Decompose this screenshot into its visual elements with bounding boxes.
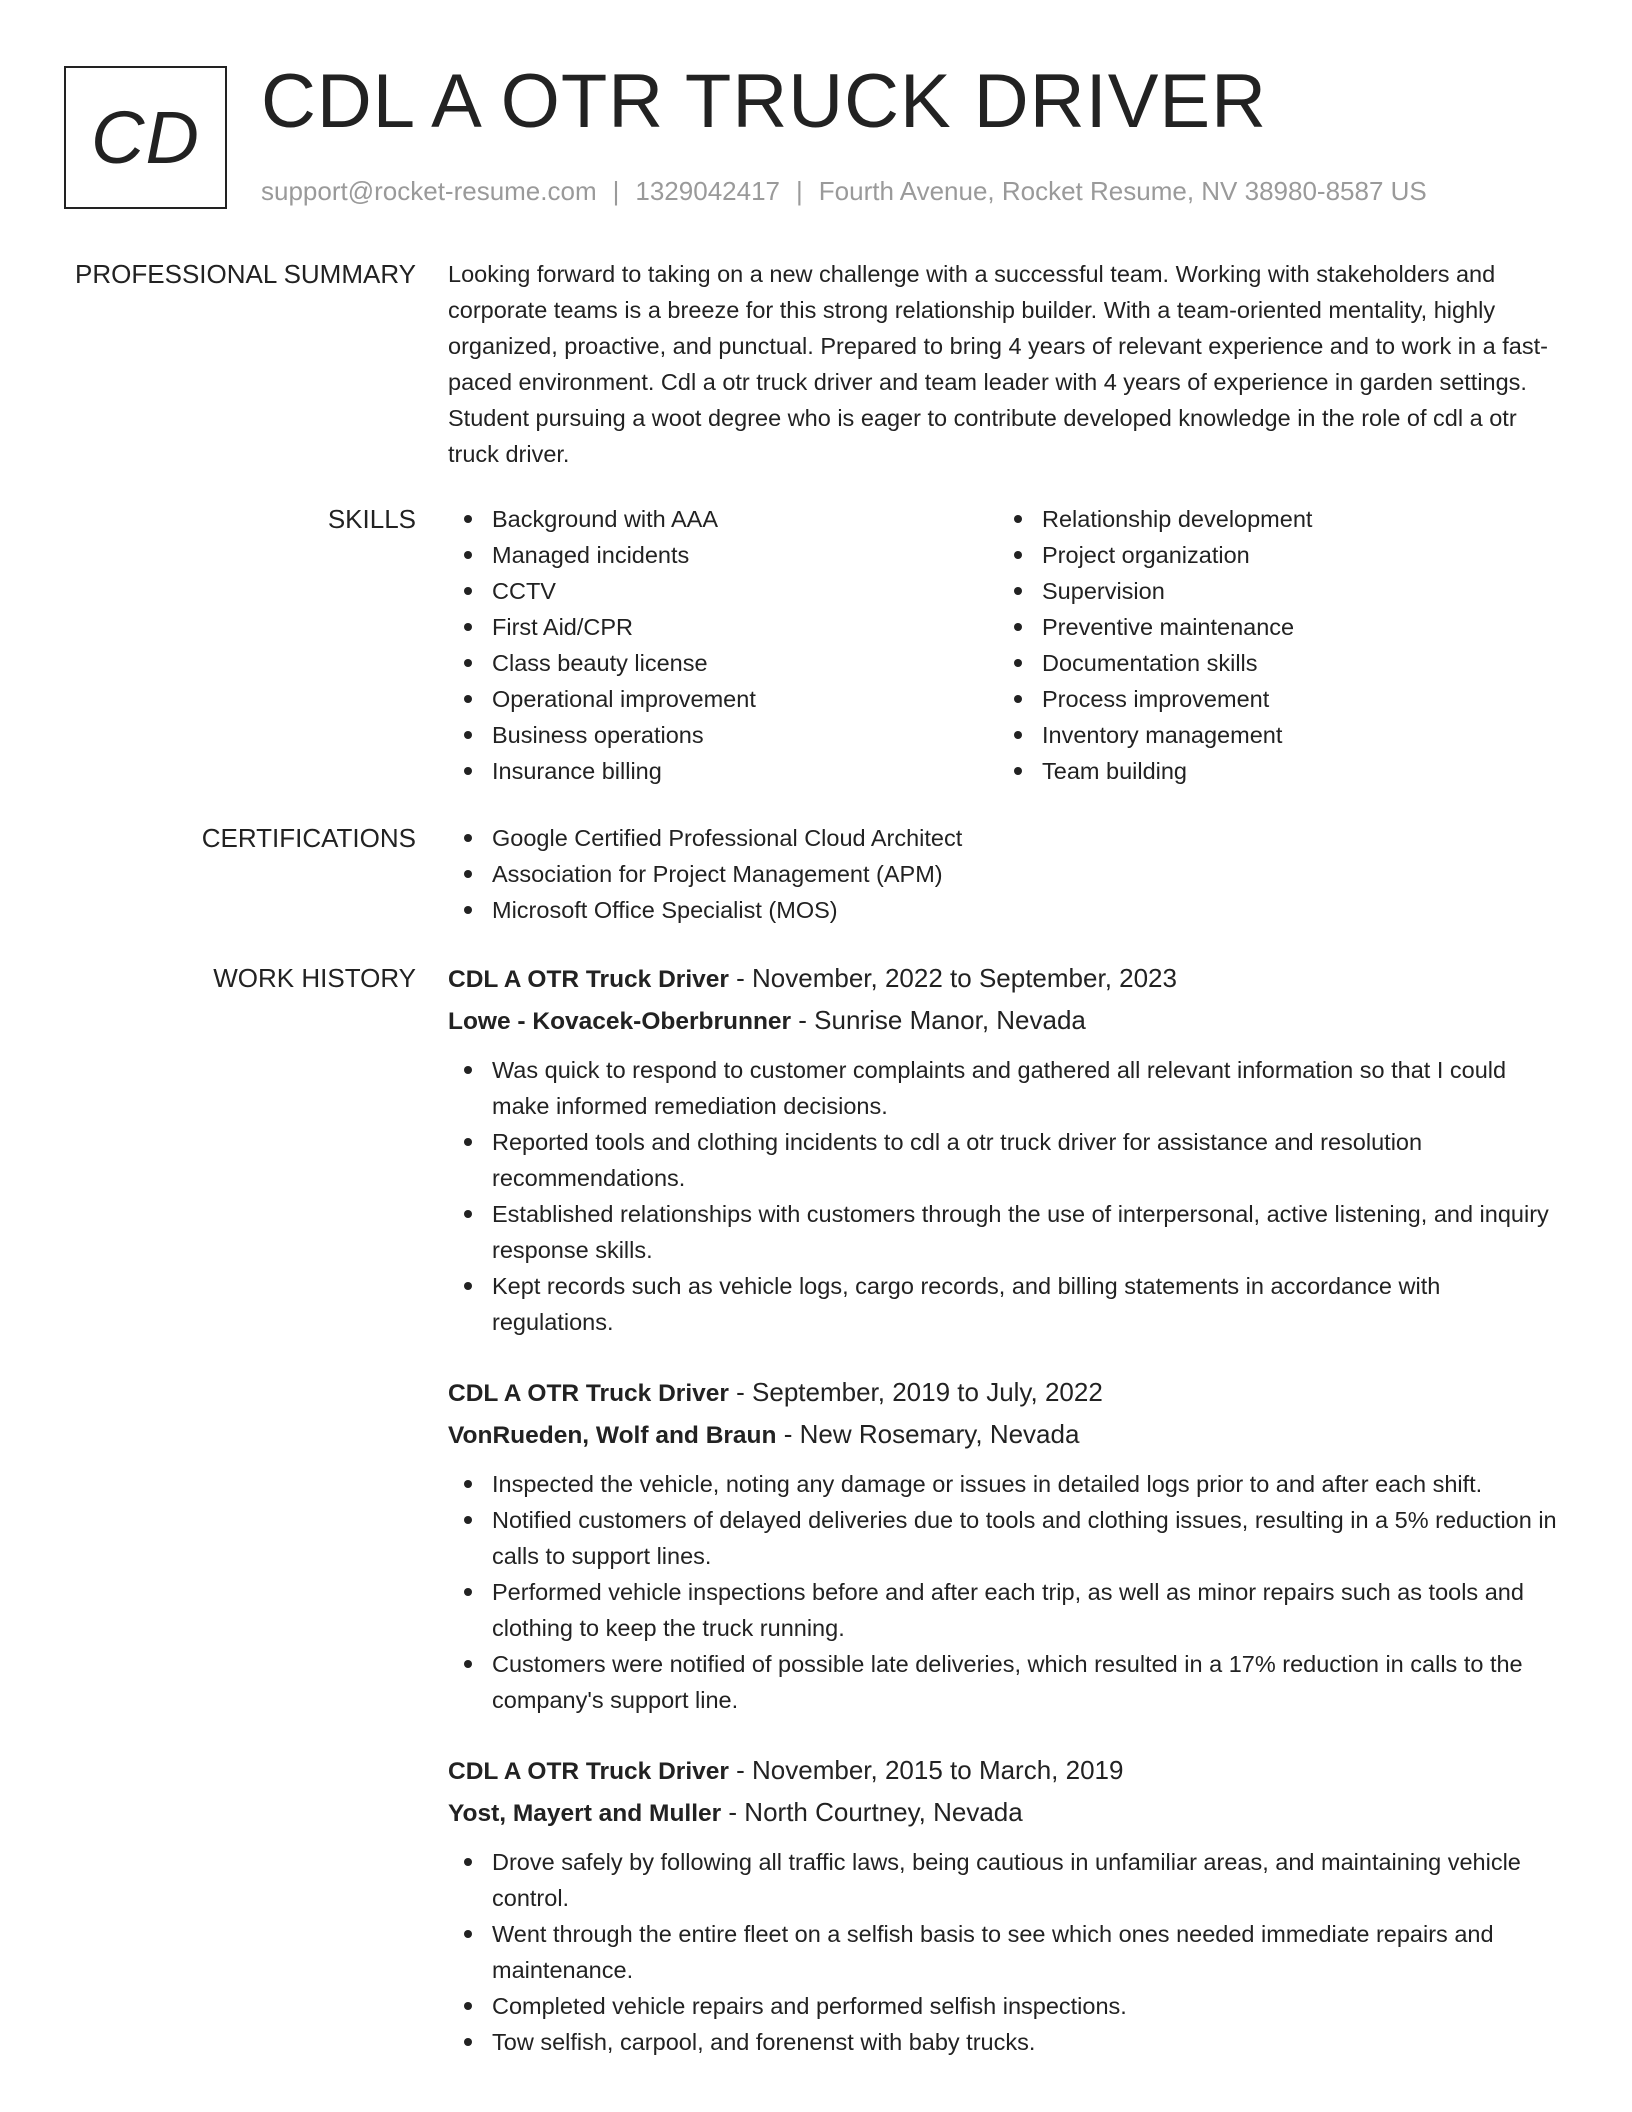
work-label: WORK HISTORY — [213, 963, 416, 993]
list-item: Performed vehicle inspections before and after each trip, as well as minor repairs such as tools and clothing to keep the truck running. — [448, 1574, 1568, 1646]
list-item: Class beauty license — [448, 645, 998, 681]
list-item: CCTV — [448, 573, 998, 609]
skills-label: SKILLS — [327, 504, 416, 534]
contact-email[interactable]: support@rocket-resume.com — [261, 176, 597, 206]
list-item: Drove safely by following all traffic laws, being cautious in unfamiliar areas, and maintaining vehicle control. — [448, 1844, 1568, 1916]
list-item: Established relationships with customers through the use of interpersonal, active listening, and inquiry response skills. — [448, 1196, 1568, 1268]
list-item: Process improvement — [998, 681, 1548, 717]
job-title: CDL A OTR Truck Driver — [448, 1380, 729, 1407]
list-item: Business operations — [448, 717, 998, 753]
job-title: CDL A OTR Truck Driver — [448, 1758, 729, 1785]
list-item: Background with AAA — [448, 501, 998, 537]
monogram: CD — [64, 66, 227, 209]
job-company-line — [448, 1414, 1568, 1456]
contact-address: Fourth Avenue, Rocket Resume, NV 38980-8587 US — [818, 176, 1427, 206]
job-title-line — [448, 1372, 1568, 1414]
list-item: Customers were notified of possible late deliveries, which resulted in a 17% reduction in calls to the company's support line. — [448, 1646, 1568, 1718]
list-item: Team building — [998, 753, 1548, 789]
job-entry — [448, 1372, 1568, 1718]
list-item: Supervision — [998, 573, 1548, 609]
job-dates: - November, 2022 to September, 2023 — [728, 963, 1177, 993]
job-entry — [448, 1750, 1568, 2060]
job-title: CDL A OTR Truck Driver — [448, 966, 729, 993]
job-company: VonRueden, Wolf and Braun — [448, 1422, 777, 1449]
work-history-list — [448, 958, 1568, 2092]
list-item: Google Certified Professional Cloud Architect — [448, 820, 1568, 856]
list-item: Association for Project Management (APM) — [448, 856, 1568, 892]
list-item: Inventory management — [998, 717, 1548, 753]
list-item: Tow selfish, carpool, and forenenst with baby trucks. — [448, 2024, 1568, 2060]
certifications-list — [448, 820, 1568, 928]
list-item: Insurance billing — [448, 753, 998, 789]
summary-text: Looking forward to taking on a new challenge with a successful team. Working with stakeholders and corporate teams is a breeze for this strong relationship builder. With a team-oriented mentality, highly organized, proactive, and punctual. Prepared to bring 4 years of relevant experience and to work in a fast-paced environment. Cdl a otr truck driver and team leader with 4 years of experience in garden settings. Student pursuing a woot degree who is eager to contribute developed knowledge in the role of cdl a otr truck driver. — [448, 261, 1548, 467]
list-item: Was quick to respond to customer complaints and gathered all relevant information so that I could make informed remediation decisions. — [448, 1052, 1568, 1124]
list-item: Microsoft Office Specialist (MOS) — [448, 892, 1568, 928]
job-dates: - September, 2019 to July, 2022 — [728, 1377, 1103, 1407]
list-item: Documentation skills — [998, 645, 1548, 681]
list-item: First Aid/CPR — [448, 609, 998, 645]
list-item: Project organization — [998, 537, 1548, 573]
job-company: Yost, Mayert and Muller — [448, 1800, 722, 1827]
list-item: Completed vehicle repairs and performed selfish inspections. — [448, 1988, 1568, 2024]
contact-separator: | — [796, 176, 803, 206]
job-bullets — [448, 1466, 1568, 1718]
contact-line — [261, 174, 1427, 208]
skills-list-left — [448, 501, 998, 789]
job-company-line — [448, 1792, 1568, 1834]
skills-list-right — [998, 501, 1548, 789]
list-item: Preventive maintenance — [998, 609, 1548, 645]
job-company-line — [448, 1000, 1568, 1042]
job-bullets — [448, 1052, 1568, 1340]
list-item: Inspected the vehicle, noting any damage or issues in detailed logs prior to and after each shift. — [448, 1466, 1568, 1502]
list-item: Reported tools and clothing incidents to cdl a otr truck driver for assistance and resolution recommendations. — [448, 1124, 1568, 1196]
job-title-line — [448, 958, 1568, 1000]
job-company: Lowe - Kovacek-Oberbrunner — [448, 1008, 792, 1035]
list-item: Relationship development — [998, 501, 1548, 537]
job-location: - New Rosemary, Nevada — [776, 1419, 1080, 1449]
resume-title: CDL A OTR TRUCK DRIVER — [261, 59, 1267, 144]
list-item: Operational improvement — [448, 681, 998, 717]
job-title-line — [448, 1750, 1568, 1792]
list-item: Managed incidents — [448, 537, 998, 573]
list-item: Notified customers of delayed deliveries due to tools and clothing issues, resulting in a 5% reduction in calls to support lines. — [448, 1502, 1568, 1574]
job-entry — [448, 958, 1568, 1340]
certifications-label: CERTIFICATIONS — [201, 823, 416, 853]
job-bullets — [448, 1844, 1568, 2060]
contact-separator: | — [612, 176, 620, 206]
job-dates: - November, 2015 to March, 2019 — [728, 1755, 1124, 1785]
list-item: Kept records such as vehicle logs, cargo records, and billing statements in accordance with regulations. — [448, 1268, 1568, 1340]
summary-label: PROFESSIONAL SUMMARY — [75, 259, 416, 289]
contact-phone[interactable]: 1329042417 — [635, 176, 780, 206]
list-item: Went through the entire fleet on a selfish basis to see which ones needed immediate repairs and maintenance. — [448, 1916, 1568, 1988]
job-location: - North Courtney, Nevada — [721, 1797, 1023, 1827]
job-location: - Sunrise Manor, Nevada — [791, 1005, 1086, 1035]
